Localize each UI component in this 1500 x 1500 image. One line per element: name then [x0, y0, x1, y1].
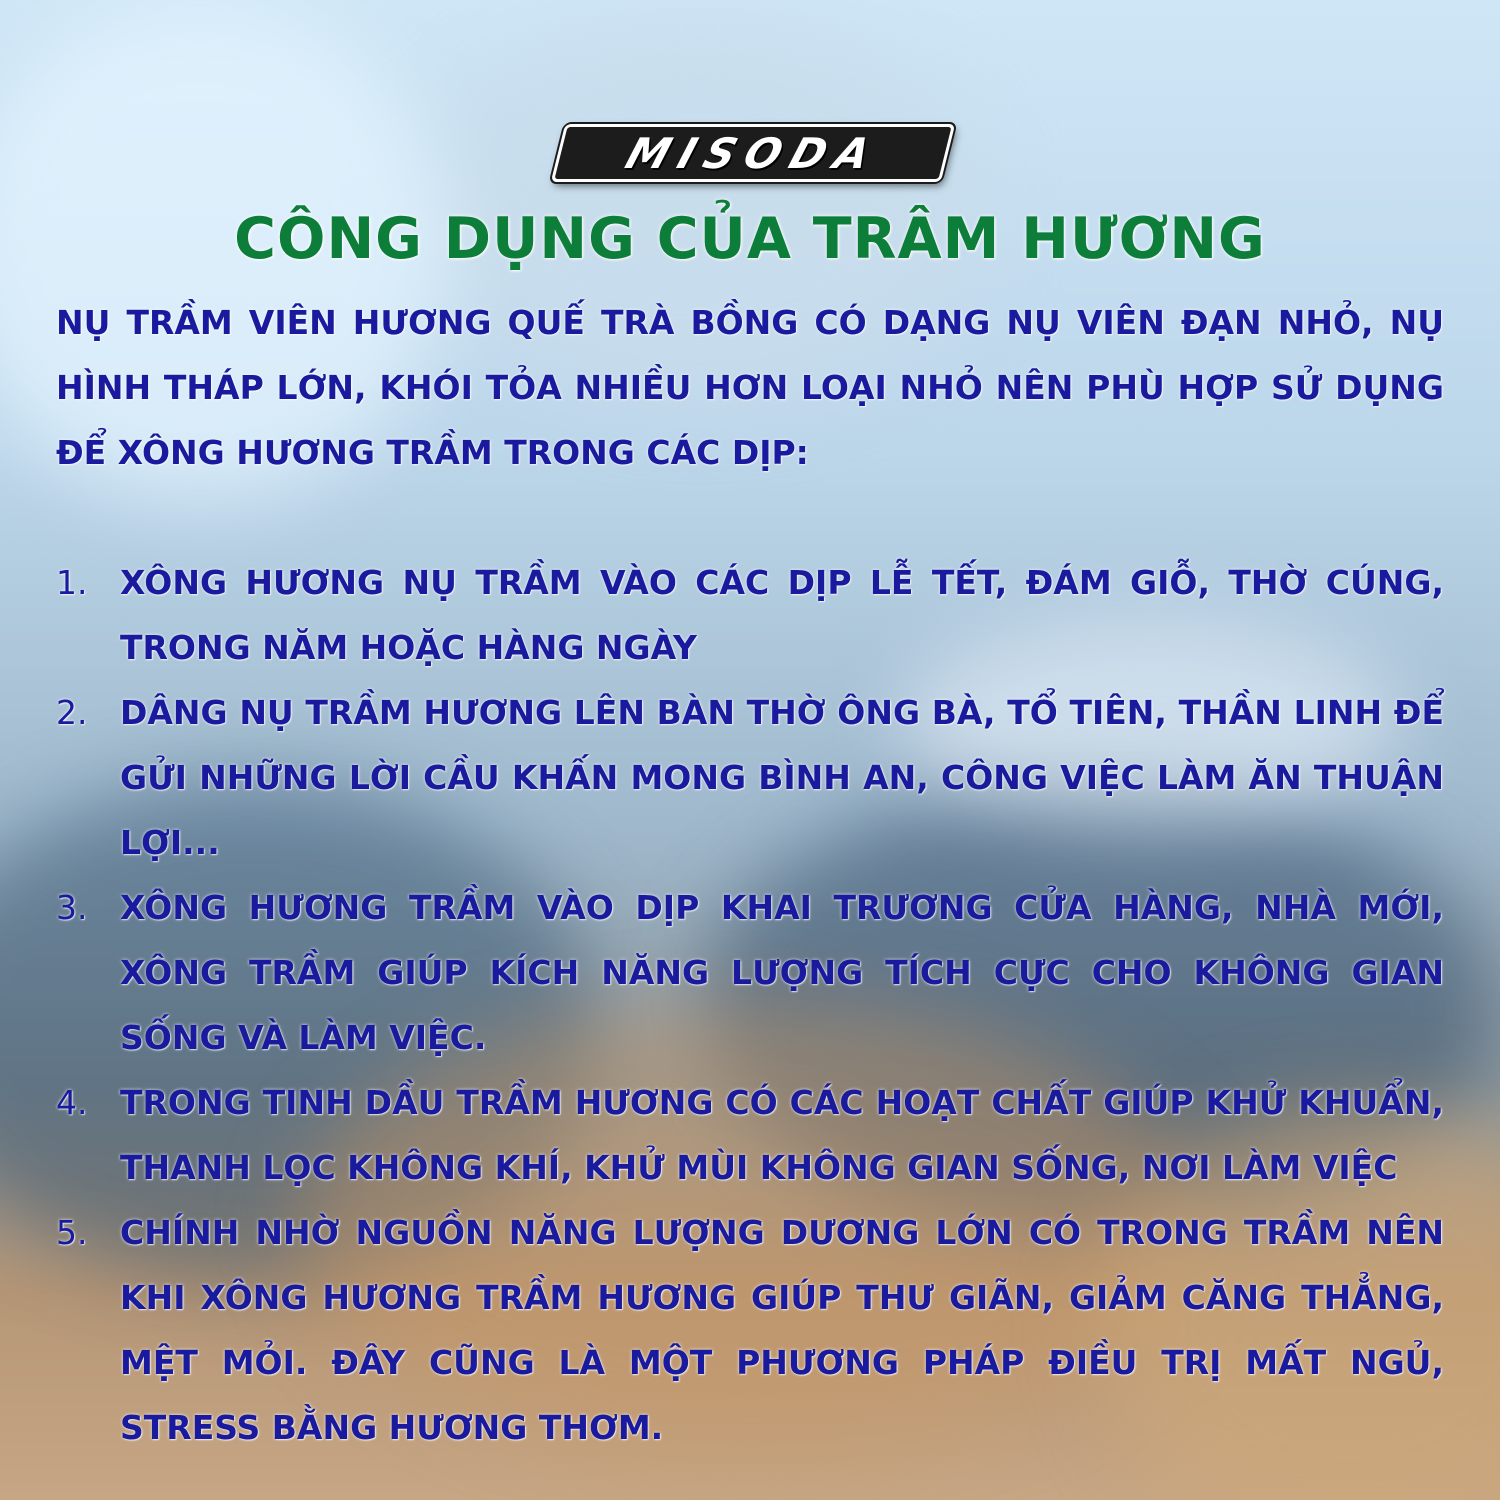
list-item-number: 2.: [56, 693, 88, 732]
list-item: [56, 680, 1444, 875]
list-item: [56, 1070, 1444, 1200]
usage-list: [56, 550, 1444, 1460]
page-title: CÔNG DỤNG CỦA TRÂM HƯƠNG: [234, 206, 1266, 272]
brand-logo-text: MISODA: [619, 128, 887, 178]
list-item-number: 4.: [56, 1083, 88, 1122]
list-item-text: CHÍNH NHỜ NGUỒN NĂNG LƯỢNG DƯƠNG LỚN CÓ TRONG TRẦM NÊN KHI XÔNG HƯƠNG TRẦM HƯƠNG GIÚP THƯ GIÃN, GIẢM CĂNG THẲNG, MỆT MỎI. ĐÂY CŨNG LÀ MỘT PHƯƠNG PHÁP ĐIỀU TRỊ MẤT NGỦ, STRESS BẰNG HƯƠNG THƠM.: [120, 1213, 1444, 1447]
list-item-text: XÔNG HƯƠNG TRẦM VÀO DỊP KHAI TRƯƠNG CỬA HÀNG, NHÀ MỚI, XÔNG TRẦM GIÚP KÍCH NĂNG LƯỢNG TÍCH CỰC CHO KHÔNG GIAN SỐNG VÀ LÀM VIỆC.: [120, 888, 1444, 1057]
brand-logo: [551, 124, 955, 182]
list-item-number: 3.: [56, 888, 88, 927]
list-item-text: XÔNG HƯƠNG NỤ TRẦM VÀO CÁC DỊP LỄ TẾT, ĐÁM GIỖ, THỜ CÚNG, TRONG NĂM HOẶC HÀNG NGÀY: [120, 563, 1444, 667]
list-item-number: 1.: [56, 563, 88, 602]
list-item: [56, 1200, 1444, 1460]
intro-paragraph: NỤ TRẦM VIÊN HƯƠNG QUẾ TRÀ BỒNG CÓ DẠNG NỤ VIÊN ĐẠN NHỎ, NỤ HÌNH THÁP LỚN, KHÓI TỎA NHIỀU HƠN LOẠI NHỎ NÊN PHÙ HỢP SỬ DỤNG ĐỂ XÔNG HƯƠNG TRẦM TRONG CÁC DỊP:: [56, 303, 1444, 472]
list-item: [56, 550, 1444, 680]
list-item-text: TRONG TINH DẦU TRẦM HƯƠNG CÓ CÁC HOẠT CHẤT GIÚP KHỬ KHUẨN, THANH LỌC KHÔNG KHÍ, KHỬ MÙI KHÔNG GIAN SỐNG, NƠI LÀM VIỆC: [120, 1083, 1444, 1187]
list-item: [56, 875, 1444, 1070]
list-item-number: 5.: [56, 1213, 88, 1252]
list-item-text: DÂNG NỤ TRẦM HƯƠNG LÊN BÀN THỜ ÔNG BÀ, TỔ TIÊN, THẦN LINH ĐỂ GỬI NHỮNG LỜI CẦU KHẤN MONG BÌNH AN, CÔNG VIỆC LÀM ĂN THUẬN LỢI...: [120, 693, 1444, 862]
